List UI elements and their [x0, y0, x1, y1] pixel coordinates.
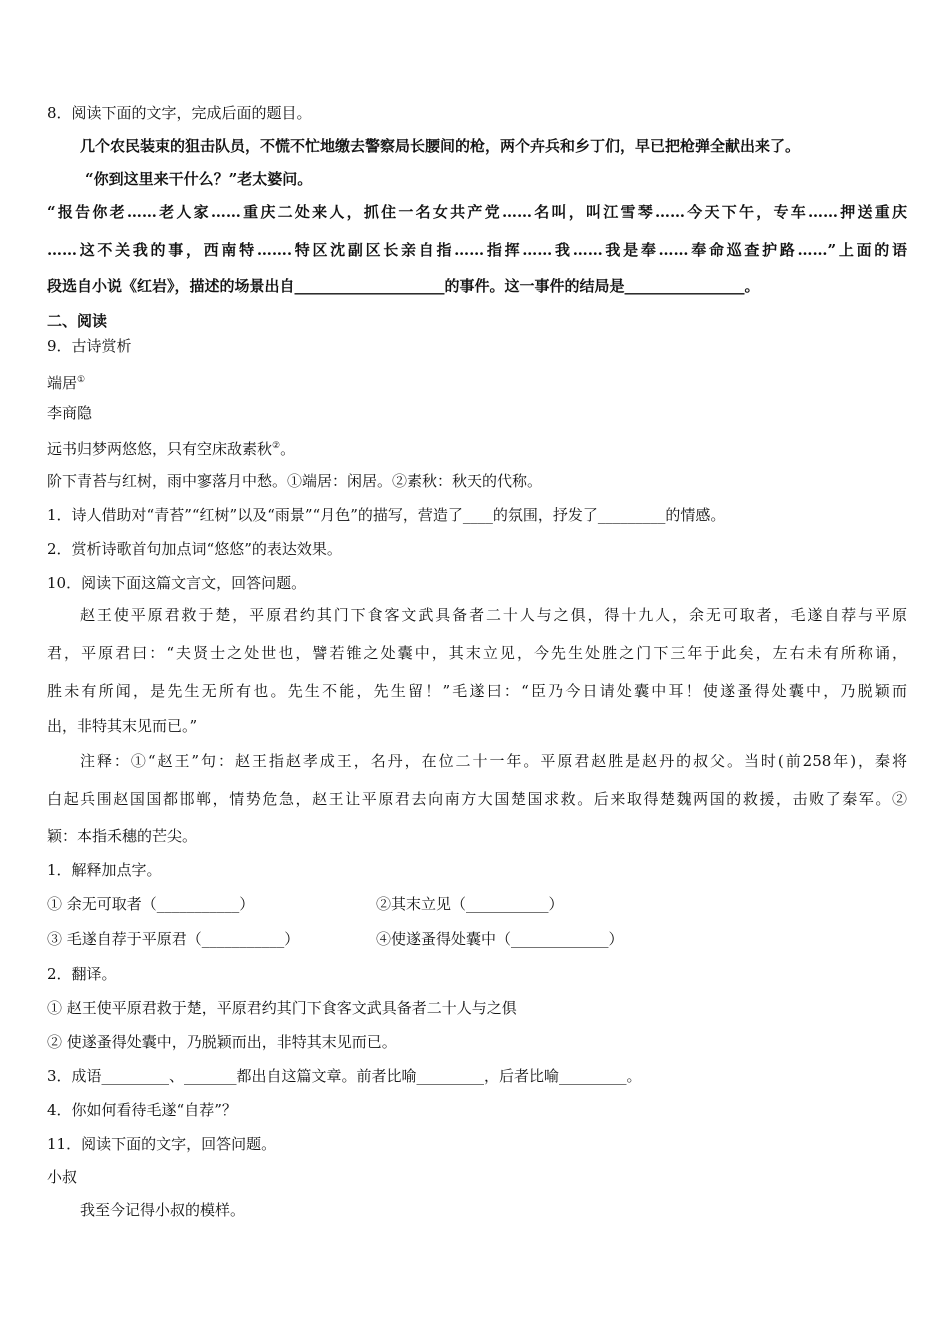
q10-sub1-item-a: ① 余无可取者（___________） — [47, 895, 255, 913]
q10-title: 10．阅读下面这篇文言文，回答问题。 — [47, 574, 307, 592]
q10-sub1-item-c: ③ 毛遂自荐于平原君（___________） — [47, 930, 300, 948]
footnote-mark-2: ② — [272, 441, 281, 451]
q9-title: 9．古诗赏析 — [47, 337, 132, 355]
section-2-heading: 二、阅读 — [47, 312, 108, 330]
poem-line-1: 远书归梦两悠悠，只有空床敌素秋②。 — [47, 440, 296, 458]
q8-paragraph-3-line-3: 段选自小说《红岩》，描述的场景出自____________________的事件。这一事件的结局是________________。 — [47, 277, 760, 295]
q9-question-1: 1．诗人借助对“青苔”“红树”以及“雨景”“月色”的描写，营造了____的氛围，抒发了_________的情感。 — [47, 506, 726, 524]
q10-sub2-item-b: ② 使遂蚤得处囊中，乃脱颖而出，非特其末见而已。 — [47, 1033, 397, 1051]
q10-sub1-item-b: ②其末立见（___________） — [376, 895, 564, 913]
q8-paragraph-2: “你到这里来干什么？”老太婆问。 — [85, 170, 313, 188]
q10-note-line-3: 颖：本指禾穗的芒尖。 — [47, 827, 198, 845]
q10-text-line-2: 君，平原君曰：“夫贤士之处世也，譬若锥之处囊中，其末立见，今先生处胜之门下三年于此矣，左右未有所称诵， — [47, 644, 907, 662]
q10-text-line-3: 胜未有所闻，是先生无所有也。先生不能，先生留！”毛遂曰：“臣乃今日请处囊中耳！使遂蚤得处囊中，乃脱颖而 — [47, 682, 907, 700]
q8-paragraph-3-line-2: ……这不关我的事，西南特…….特区沈副区长亲自指……指挥……我……我是奉……奉命巡查护路……”上面的语 — [47, 241, 907, 259]
q10-text-line-1: 赵王使平原君救于楚，平原君约其门下食客文武具备者二十人与之俱，得十九人，余无可取者，毛遂自荐与平原 — [80, 606, 907, 624]
q8-paragraph-1: 几个农民装束的狙击队员，不慌不忙地缴去警察局长腰间的枪，两个卉兵和乡丁们，早已把枪弹全献出来了。 — [80, 137, 801, 155]
q10-sub2-title: 2．翻译。 — [47, 965, 117, 983]
q10-sub2-item-a: ① 赵王使平原君救于楚，平原君约其门下食客文武具备者二十人与之俱 — [47, 999, 517, 1017]
q8-title: 8．阅读下面的文字，完成后面的题目。 — [47, 104, 312, 122]
story-paragraph-1: 我至今记得小叔的模样。 — [80, 1201, 246, 1219]
poem-line-2: 阶下青苔与红树，雨中寥落月中愁。①端居：闲居。②素秋：秋天的代称。 — [47, 472, 543, 490]
story-title: 小叔 — [47, 1168, 78, 1186]
q10-sub3: 3．成语_________、_______都出自这篇文章。前者比喻_________，后者比喻_________。 — [47, 1067, 642, 1085]
q10-sub1-row-1 — [47, 894, 907, 914]
footnote-mark-1: ① — [77, 375, 86, 385]
q8-paragraph-3-line-1: “报告你老……老人家……重庆二处来人，抓住一名女共产党……名叫，叫江雪琴……今天下午，专车……押送重庆 — [47, 203, 907, 221]
q9-question-2: 2．赏析诗歌首句加点词“悠悠”的表达效果。 — [47, 540, 342, 558]
poem-author: 李商隐 — [47, 404, 93, 422]
q10-sub1-title: 1．解释加点字。 — [47, 861, 162, 879]
q10-sub1-row-2 — [47, 929, 907, 949]
q10-note-line-1: 注释：①“赵王”句：赵王指赵孝成王，名丹，在位二十一年。平原君赵胜是赵丹的叔父。当时(前258年)，秦将 — [80, 752, 907, 770]
poem-title: 端居① — [47, 374, 86, 392]
q10-sub4: 4．你如何看待毛遂“自荐”？ — [47, 1101, 237, 1119]
q10-note-line-2: 白起兵围赵国国都邯郸，情势危急，赵王让平原君去向南方大国楚国求救。后来取得楚魏两国的救援，击败了秦军。② — [47, 790, 907, 808]
q10-sub1-item-d: ④使遂蚤得处囊中（_____________） — [376, 930, 624, 948]
q10-text-line-4: 出，非特其末见而已。” — [47, 717, 198, 735]
q11-title: 11．阅读下面的文字，回答问题。 — [47, 1135, 277, 1153]
